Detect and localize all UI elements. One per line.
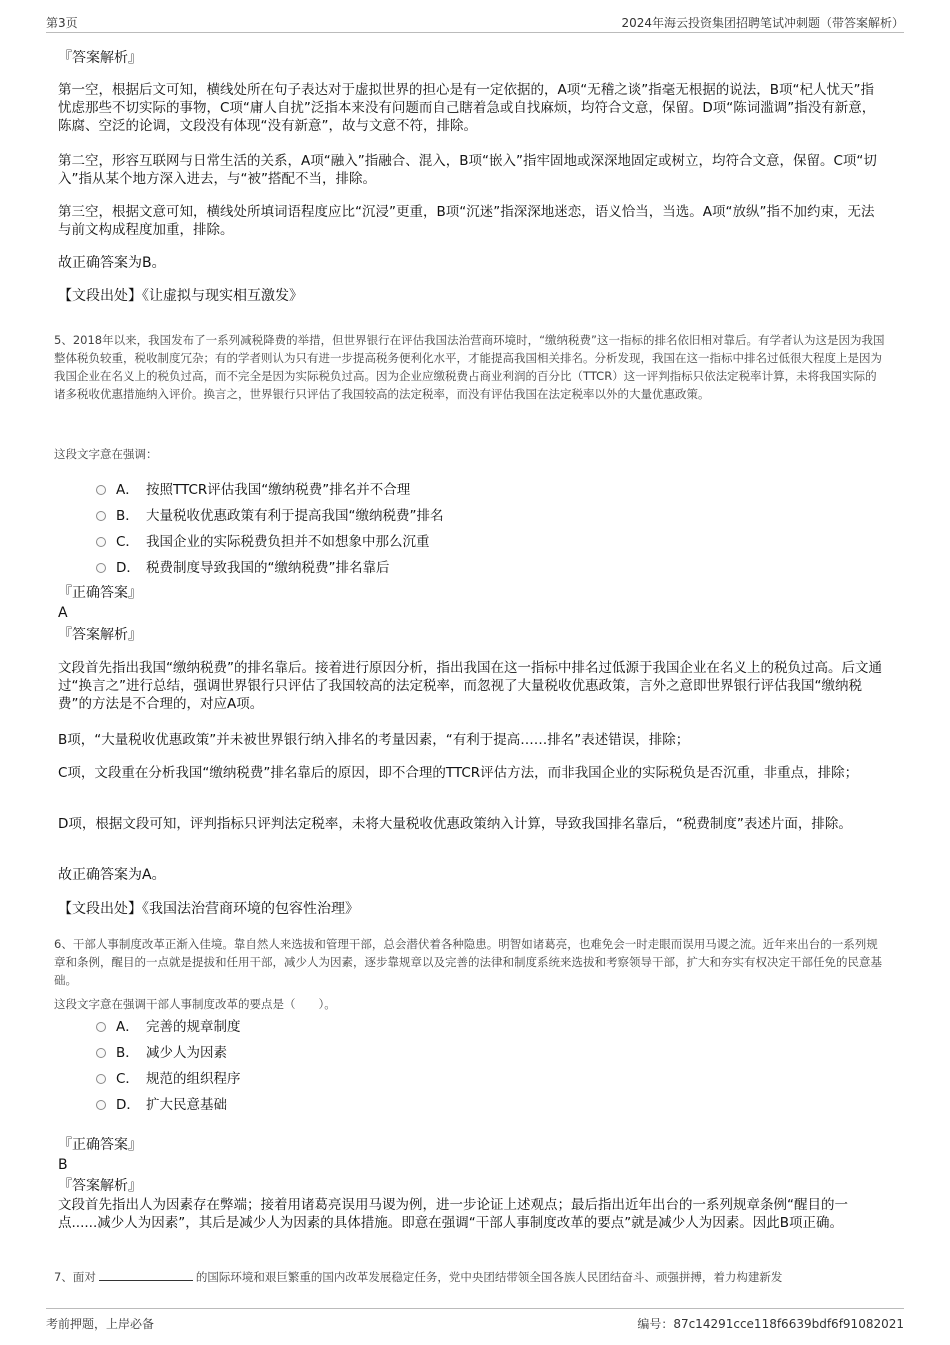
footer-slogan: 考前押题，上岸必备 bbox=[46, 1317, 155, 1331]
q5-correct-label: 『正确答案』 bbox=[58, 585, 142, 601]
q5-option-a[interactable]: A． 按照TTCR评估我国“缴纳税费”排名并不合理 bbox=[96, 480, 410, 500]
q6-option-c[interactable]: C． 规范的组织程序 bbox=[96, 1069, 241, 1089]
q4-analysis-label: 『答案解析』 bbox=[58, 50, 142, 66]
q6-question-text: 6、干部人事制度改革正渐入佳境。靠自然人来选拔和管理干部，总会潜伏着各种隐患。明智如诸葛亮，也难免会一时走眼而误用马谡之流。近年来出台的一系列规章和条例，醒目的一点就是提拔和任用干部，减少人为因素，逐步靠规章以及完善的法律和制度系统来选拔和考察领导干部，扩大和夯实有权决定干部任免的民意基础。 bbox=[54, 937, 882, 987]
q5-option-c[interactable]: C． 我国企业的实际税费负担并不如想象中那么沉重 bbox=[96, 532, 430, 552]
radio-icon[interactable] bbox=[96, 1074, 106, 1084]
q6-correct-label: 『正确答案』 bbox=[58, 1137, 142, 1153]
radio-icon[interactable] bbox=[96, 1022, 106, 1032]
q5-analysis-p1: 文段首先指出我国“缴纳税费”的排名靠后。接着进行原因分析，指出我国在这一指标中排名过低源于我国企业在名义上的税负过高。后文通过“换言之”进行总结，强调世界银行只评估了我国较高的法定税率，而忽视了大量税收优惠政策，言外之意即世界银行评估我国“缴纳税费”的方法是不合理的，对应A项。 bbox=[58, 660, 882, 712]
q7-question-text: 7、面对 的国际环境和艰巨繁重的国内改革发展稳定任务，党中央团结带领全国各族人民团结奋斗、顽强拼搏，着力构建新发 bbox=[54, 1270, 783, 1284]
q5-analysis-p4: D项，根据文段可知，评判指标只评判法定税率，未将大量税收优惠政策纳入计算，导致我国排名靠后，“税费制度”表述片面，排除。 bbox=[58, 816, 852, 832]
q5-correct-answer: A bbox=[58, 605, 68, 621]
q6-correct-answer: B bbox=[58, 1157, 68, 1173]
q6-analysis-p1: 文段首先指出人为因素存在弊端；接着用诸葛亮误用马谡为例，进一步论证上述观点；最后指出近年出台的一系列规章条例“醒目的一点......减少人为因素”，其后是减少人为因素的具体措施。即意在强调“干部人事制度改革的要点”就是减少人为因素。因此B项正确。 bbox=[58, 1197, 848, 1231]
radio-icon[interactable] bbox=[96, 1048, 106, 1058]
q5-analysis-label: 『答案解析』 bbox=[58, 627, 142, 643]
page-number: 第3页 bbox=[46, 16, 78, 30]
q5-analysis-p3: C项，文段重在分析我国“缴纳税费”排名靠后的原因，即不合理的TTCR评估方法，而非我国企业的实际税负是否沉重，非重点，排除； bbox=[58, 765, 859, 781]
q4-analysis-p2: 第二空，形容互联网与日常生活的关系，A项“融入”指融合、混入，B项“嵌入”指牢固地或深深地固定或树立，均符合文意，保留。C项“切入”指从某个地方深入进去，与“被”搭配不当，排除。 bbox=[58, 153, 877, 187]
q4-source: 【文段出处】《让虚拟与现实相互激发》 bbox=[58, 288, 303, 304]
q4-analysis-p3: 第三空，根据文意可知，横线处所填词语程度应比“沉浸”更重，B项“沉迷”指深深地迷恋，语义恰当，当选。A项“放纵”指不加约束，无法与前文构成程度加重，排除。 bbox=[58, 204, 875, 238]
q6-question-prompt: 这段文字意在强调干部人事制度改革的要点是（ ）。 bbox=[54, 997, 336, 1011]
q4-analysis-p1: 第一空，根据后文可知，横线处所在句子表达对于虚拟世界的担心是有一定依据的，A项“无稽之谈”指毫无根据的说法，B项“杞人忧天”指忧虑那些不切实际的事物，C项“庸人自扰”泛指本来没有问题而自己瞎着急或自找麻烦，均符合文意，保留。D项“陈词滥调”指没有新意，陈腐、空泛的论调，文段没有体现“没有新意”，故与文意不符，排除。 bbox=[58, 82, 876, 134]
page-footer bbox=[46, 1308, 904, 1333]
radio-icon[interactable] bbox=[96, 1100, 106, 1110]
answer-blank bbox=[99, 1269, 193, 1281]
q6-analysis-label: 『答案解析』 bbox=[58, 1178, 142, 1194]
q5-option-d[interactable]: D． 税费制度导致我国的“缴纳税费”排名靠后 bbox=[96, 558, 390, 578]
q6-option-d[interactable]: D． 扩大民意基础 bbox=[96, 1095, 227, 1115]
document-id: 编号：87c14291cce118f6639bdf6f91082021 bbox=[637, 1317, 904, 1331]
radio-icon[interactable] bbox=[96, 563, 106, 573]
q5-source: 【文段出处】《我国法治营商环境的包容性治理》 bbox=[58, 901, 359, 917]
q5-question-text: 5、2018年以来，我国发布了一系列减税降费的举措，但世界银行在评估我国法治营商环境时，“缴纳税费”这一指标的排名依旧相对靠后。有学者认为这是因为我国整体税负较重，税收制度冗杂；有的学者则认为只有进一步提高税务便利化水平，才能提高我国相关排名。分析发现，我国在这一指标中排名过低很大程度上是因为我国企业在名义上的税负过高，而不完全是因为实际税负过高。因为企业应缴税费占商业利润的百分比（TTCR）这一评判指标只依法定税率计算，未将我国实际的诸多税收优惠措施纳入评价。换言之，世界银行只评估了我国较高的法定税率，而没有评估我国在法定税率以外的大量优惠政策。 bbox=[54, 333, 885, 401]
q6-option-a[interactable]: A． 完善的规章制度 bbox=[96, 1017, 241, 1037]
radio-icon[interactable] bbox=[96, 537, 106, 547]
q4-conclusion: 故正确答案为B。 bbox=[58, 255, 166, 271]
radio-icon[interactable] bbox=[96, 485, 106, 495]
radio-icon[interactable] bbox=[96, 511, 106, 521]
q5-analysis-p2: B项，“大量税收优惠政策”并未被世界银行纳入排名的考量因素，“有利于提高……排名”表述错误，排除； bbox=[58, 732, 690, 748]
document-title: 2024年海云投资集团招聘笔试冲刺题（带答案解析） bbox=[621, 16, 904, 30]
q5-question-prompt: 这段文字意在强调： bbox=[54, 447, 158, 461]
q6-option-b[interactable]: B． 减少人为因素 bbox=[96, 1043, 227, 1063]
q5-option-b[interactable]: B． 大量税收优惠政策有利于提高我国“缴纳税费”排名 bbox=[96, 506, 444, 526]
page-header bbox=[46, 10, 904, 33]
q5-conclusion: 故正确答案为A。 bbox=[58, 867, 166, 883]
